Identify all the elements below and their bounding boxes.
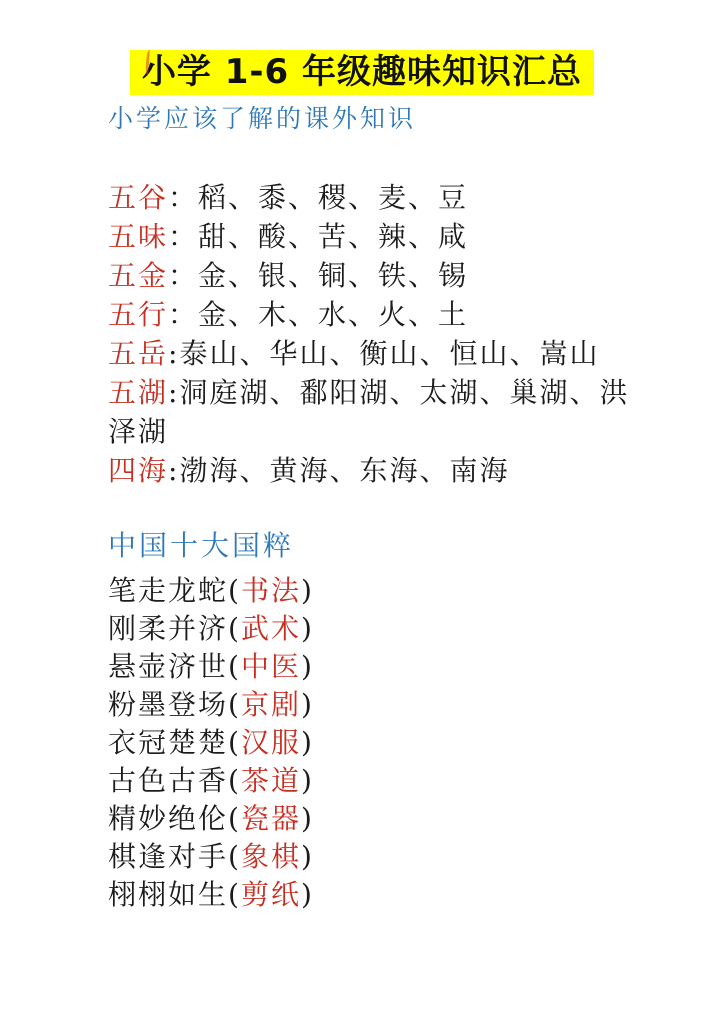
paren-close: ): [300, 802, 314, 835]
paren-open: (: [228, 650, 241, 683]
knowledge-label: 五行: [108, 298, 169, 331]
essence-term: 瓷器: [240, 802, 301, 835]
essence-item: [108, 838, 656, 876]
essence-phrase: 粉墨登场: [108, 688, 229, 721]
essence-phrase: 栩栩如生: [108, 878, 229, 911]
knowledge-separator: ：: [168, 259, 199, 292]
knowledge-label: 五味: [108, 220, 169, 253]
knowledge-row: [108, 295, 656, 334]
essence-term: 中医: [240, 650, 301, 683]
paren-close: ): [300, 878, 314, 911]
essence-item: [108, 610, 656, 648]
essence-item: [108, 876, 656, 914]
essence-phrase: 笔走龙蛇: [108, 574, 229, 607]
paren-open: (: [228, 612, 241, 645]
essence-term: 书法: [240, 574, 301, 607]
essence-heading: 中国十大国粹: [108, 529, 295, 562]
title-row: [0, 0, 724, 95]
knowledge-separator: ：: [168, 298, 199, 331]
essence-phrase: 衣冠楚楚: [108, 726, 229, 759]
essence-phrase: 刚柔并济: [108, 612, 229, 645]
knowledge-row: [108, 217, 656, 256]
essence-phrase: 古色古香: [108, 764, 229, 797]
knowledge-items: 渤海、黄海、东海、南海: [179, 454, 510, 487]
knowledge-separator: ：: [168, 181, 199, 214]
paren-close: ): [300, 574, 314, 607]
knowledge-items: 甜、酸、苦、辣、咸: [198, 220, 469, 253]
paren-open: (: [228, 878, 241, 911]
knowledge-label: 五谷: [108, 181, 169, 214]
knowledge-label: 五湖: [108, 376, 169, 409]
page-subtitle: 小学应该了解的课外知识: [108, 104, 417, 133]
knowledge-list: [108, 178, 656, 490]
knowledge-separator: :: [168, 376, 180, 409]
paren-close: ): [300, 612, 314, 645]
essence-term: 汉服: [240, 726, 301, 759]
paren-close: ): [300, 726, 314, 759]
essence-item: [108, 724, 656, 762]
knowledge-label: 五金: [108, 259, 169, 292]
paren-open: (: [228, 688, 241, 721]
paren-open: (: [228, 840, 241, 873]
paren-close: ): [300, 840, 314, 873]
essence-item: [108, 686, 656, 724]
knowledge-separator: :: [168, 337, 180, 370]
knowledge-label: 四海: [108, 454, 169, 487]
knowledge-separator: :: [168, 454, 180, 487]
knowledge-items: 稻、黍、稷、麦、豆: [198, 181, 469, 214]
essence-item: [108, 762, 656, 800]
essence-phrase: 悬壶济世: [108, 650, 229, 683]
essence-item: [108, 648, 656, 686]
paren-open: (: [228, 802, 241, 835]
essence-term: 茶道: [240, 764, 301, 797]
paren-close: ): [300, 650, 314, 683]
knowledge-row: [108, 178, 656, 217]
essence-item: [108, 572, 656, 610]
knowledge-label: 五岳: [108, 337, 169, 370]
essence-phrase: 棋逢对手: [108, 840, 229, 873]
essence-term: 象棋: [240, 840, 301, 873]
essence-section: [108, 526, 656, 914]
essence-term: 武术: [240, 612, 301, 645]
knowledge-row: [108, 373, 656, 451]
essence-term: 剪纸: [240, 878, 301, 911]
essence-phrase: 精妙绝伦: [108, 802, 229, 835]
paren-close: ): [300, 764, 314, 797]
paren-close: ): [300, 688, 314, 721]
knowledge-items: 金、木、水、火、土: [198, 298, 469, 331]
knowledge-row: [108, 256, 656, 295]
knowledge-separator: ：: [168, 220, 199, 253]
knowledge-items: 泰山、华山、衡山、恒山、嵩山: [179, 337, 600, 370]
knowledge-items: 洞庭湖、鄱阳湖、太湖、巢湖、洪泽湖: [108, 376, 630, 448]
essence-item: [108, 800, 656, 838]
paren-open: (: [228, 764, 241, 797]
paren-open: (: [228, 574, 241, 607]
knowledge-row: [108, 334, 656, 373]
paren-open: (: [228, 726, 241, 759]
knowledge-row: [108, 451, 656, 490]
essence-term: 京剧: [240, 688, 301, 721]
page-title: 小学 1-6 年级趣味知识汇总: [130, 50, 594, 95]
knowledge-items: 金、银、铜、铁、锡: [198, 259, 469, 292]
